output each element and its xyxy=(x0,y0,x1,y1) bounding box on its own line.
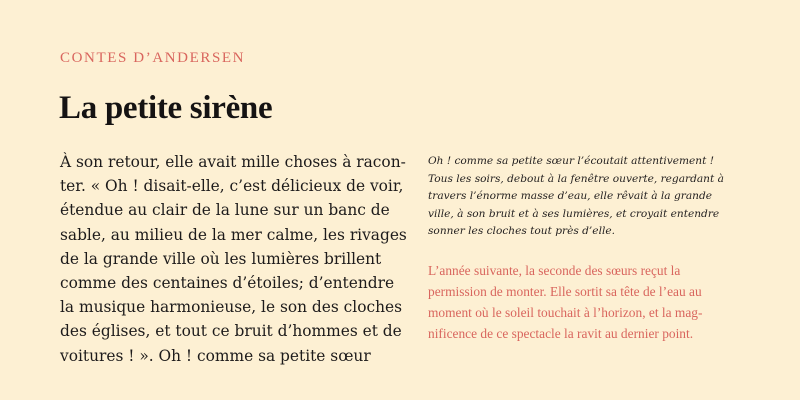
main-paragraph-line: des églises, et tout ce bruit d’hommes et de xyxy=(60,322,402,341)
main-paragraph-line: étendue au clair de la lune sur un banc de xyxy=(60,201,390,220)
book-series-label: CONTES D’ANDERSEN xyxy=(60,50,246,66)
main-paragraph-line: la musique harmonieuse, le son des cloches xyxy=(60,298,403,317)
main-paragraph-line: de la grande ville où les lumières brillent xyxy=(60,249,382,268)
italic-side-line: Tous les soirs, debout à la fenêtre ouverte, regardant à xyxy=(428,172,724,185)
italic-side-line: sonner les cloches tout près d’elle. xyxy=(428,225,615,238)
story-title: La petite sirène xyxy=(59,90,273,126)
highlighted-side-line: nificence de ce spectacle la ravit au dernier point. xyxy=(428,326,694,341)
italic-side-line: travers l’énorme masse d’eau, elle rêvait à la grande xyxy=(428,190,713,203)
italic-side-paragraph xyxy=(428,153,758,241)
main-paragraph-line: comme des centaines d’étoiles; d’entendre xyxy=(60,274,395,293)
highlighted-side-paragraph xyxy=(428,260,758,344)
main-paragraph-line: voitures ! ». Oh ! comme sa petite sœur xyxy=(60,346,371,365)
main-paragraph xyxy=(60,150,420,368)
highlighted-side-line: L’année suivante, la seconde des sœurs reçut la xyxy=(428,263,681,278)
main-paragraph-line: ter. « Oh ! disait-elle, c’est délicieux de voir, xyxy=(60,177,404,196)
highlighted-side-line: moment où le soleil touchait à l’horizon, et la mag- xyxy=(428,305,703,320)
main-paragraph-line: sable, au milieu de la mer calme, les rivages xyxy=(60,225,407,244)
highlighted-side-line: permission de monter. Elle sortit sa tête de l’eau au xyxy=(428,284,702,299)
italic-side-line: ville, à son bruit et à ses lumières, et croyait entendre xyxy=(428,207,720,220)
italic-side-line: Oh ! comme sa petite sœur l’écoutait attentivement ! xyxy=(428,155,715,167)
main-paragraph-line: À son retour, elle avait mille choses à racon- xyxy=(60,153,406,171)
